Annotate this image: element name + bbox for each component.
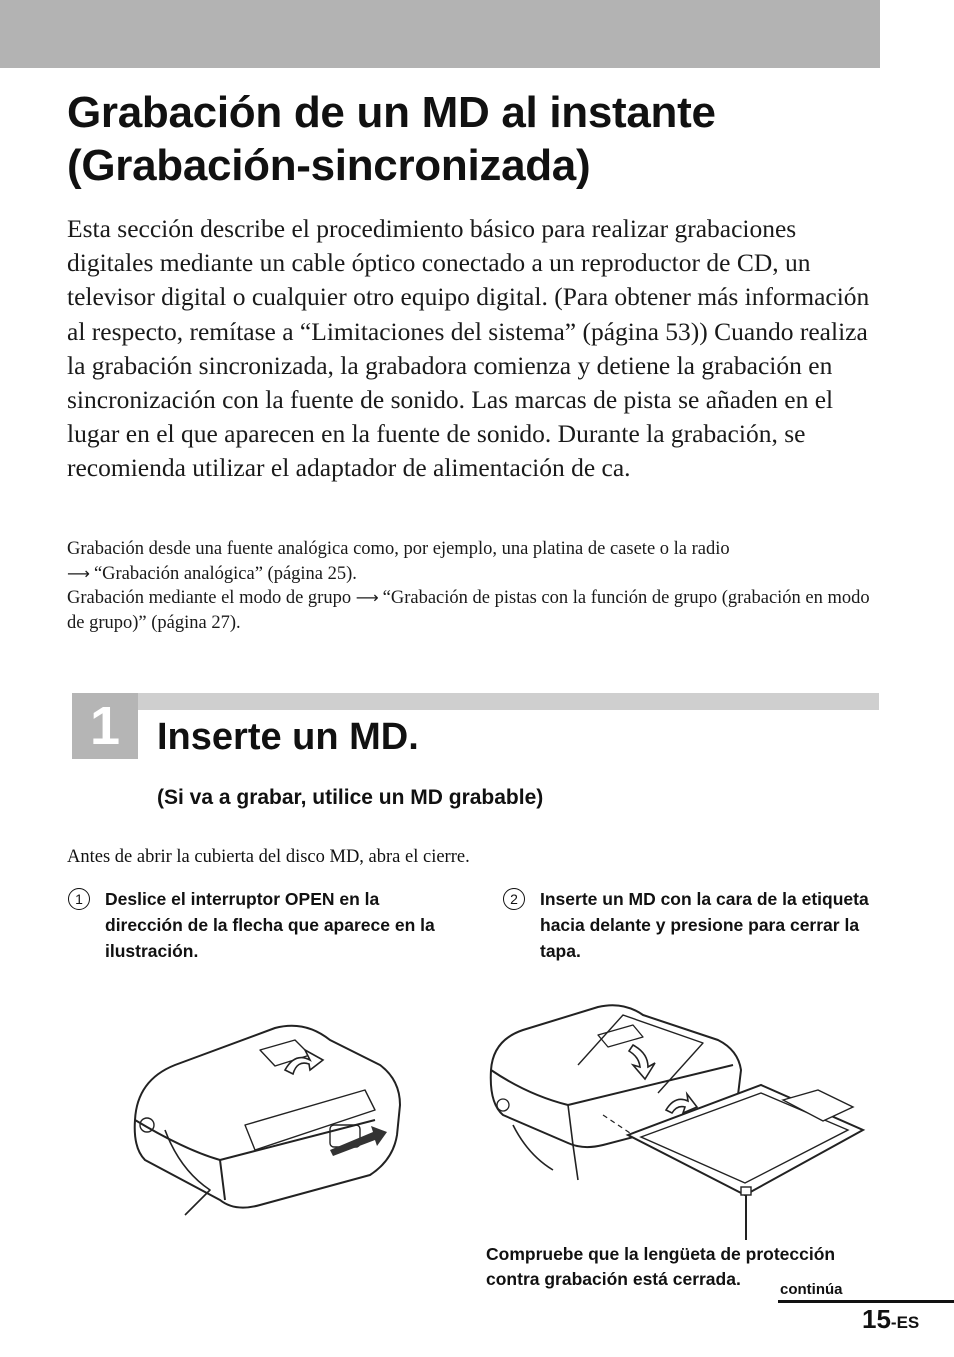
page-number [862,1303,919,1339]
page-title-line-1: Grabación de un MD al instante [67,88,716,137]
instruction-number-1: 1 [68,888,90,910]
step-number: 1 [72,693,138,759]
page-number-suffix: -ES [890,1313,920,1332]
arrow-icon: ⟶ [355,588,379,607]
step-subtitle: (Si va a grabar, utilice un MD grabable) [157,786,544,809]
continued-label: continúa [780,1281,843,1298]
page-title-line-2: (Grabación-sincronizada) [67,141,591,190]
intro-paragraph: Esta sección describe el procedimiento básico para realizar grabaciones digitales mediante un cable óptico conectado a un reproductor de CD, un televisor digital o cualquier otro equipo digital. (Para obtener más información al respecto, remítase a “Limitaciones del sistema” (página 53)) Cuando realiza la grabación sincronizada, la grabadora comienza y detiene la grabación en sincronización con la fuente de sonido. Las marcas de pista se añaden en el lugar en el que aparecen en la fuente de sonido. Durante la grabación, se recomienda utilizar el adaptador de alimentación de ca. [67,214,870,483]
md-insert-illustration [483,995,878,1240]
instruction-number-2: 2 [503,888,525,910]
step-title: Inserte un MD. [157,716,419,758]
cross-reference-notes [67,537,887,635]
pre-note: Antes de abrir la cubierta del disco MD, abra el cierre. [67,847,470,867]
note-group-text: Grabación mediante el modo de grupo [67,588,352,608]
page-title [67,86,887,192]
note-group-ref: “Grabación de pistas con la función de grupo (grabación en modo de grupo)” (página 27). [67,588,870,633]
instruction-1 [75,886,450,964]
note-group [67,586,887,635]
arrow-icon: ⟶ [67,563,90,583]
header-bar [0,0,880,68]
page-number-value: 15 [862,1304,891,1334]
instruction-text-2: Inserte un MD con la cara de la etiqueta hacia delante y presione para cerrar la tapa. [540,889,869,961]
instruction-text-1: Deslice el interruptor OPEN en la dirección de la flecha que aparece en la ilustración. [105,889,435,961]
note-analog [67,537,887,586]
instruction-2 [510,886,885,964]
protection-tab-caption: Compruebe que la lengüeta de protección contra grabación está cerrada. [486,1244,836,1289]
step-header-bar [138,693,879,710]
note-analog-ref: “Grabación analógica” (página 25). [93,563,357,584]
note-analog-text: Grabación desde una fuente analógica como, por ejemplo, una platina de casete o la radio [67,539,730,559]
recorder-open-switch-illustration [125,1010,415,1225]
